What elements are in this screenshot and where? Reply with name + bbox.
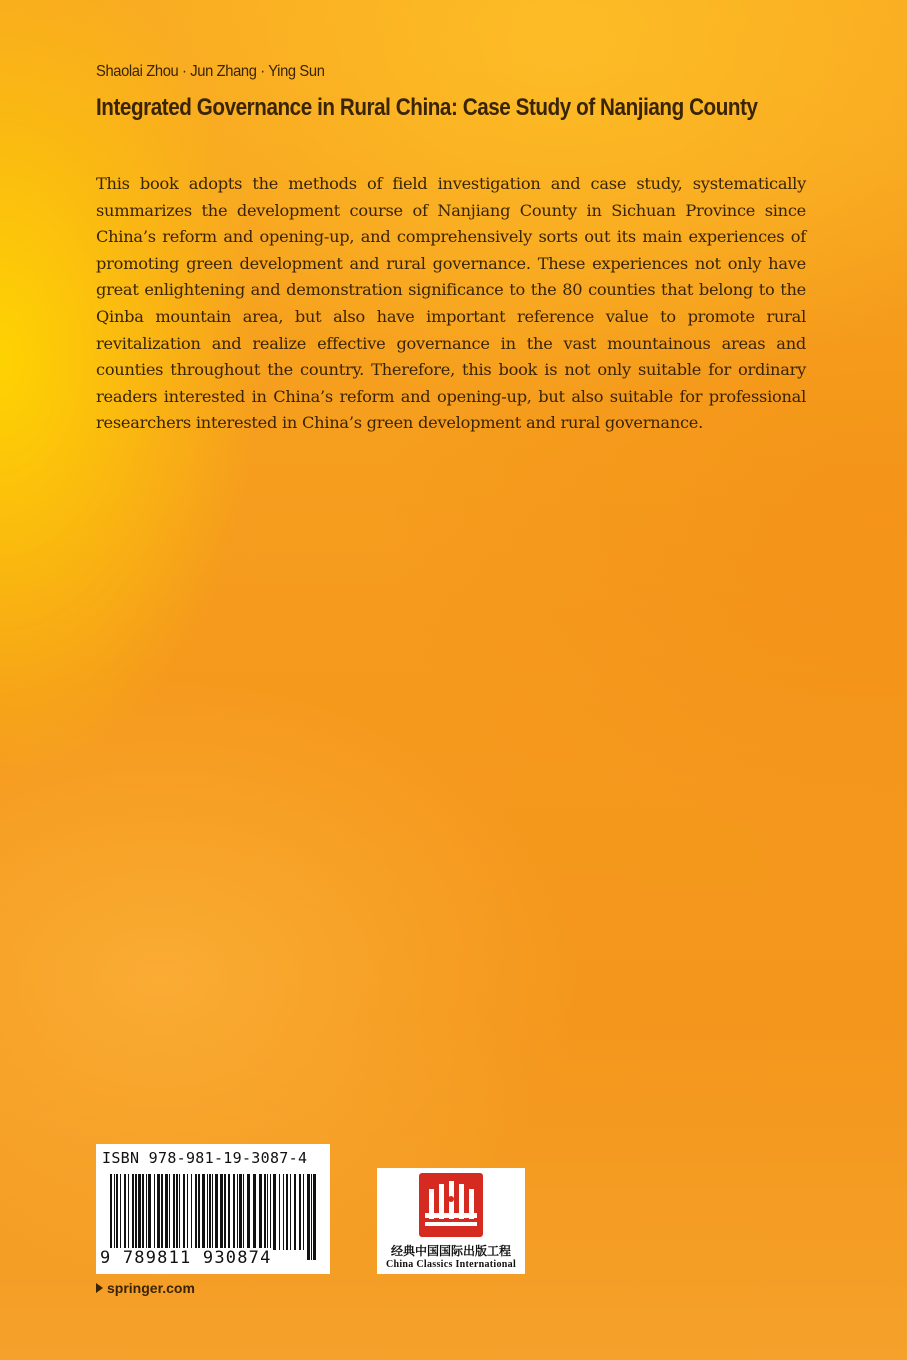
barcode-bar: [253, 1174, 256, 1250]
barcode-bar: [161, 1174, 163, 1250]
barcode-bar: [157, 1174, 160, 1250]
barcode-bar: [114, 1174, 115, 1250]
barcode-bar: [138, 1174, 141, 1250]
barcode-bar: [283, 1174, 284, 1250]
barcode-bar: [195, 1174, 197, 1250]
barcode-bar: [148, 1174, 151, 1250]
barcode-bar: [224, 1174, 226, 1250]
triangle-arrow-icon: [96, 1283, 103, 1293]
isbn-barcode: [96, 1144, 330, 1274]
barcode-bar: [202, 1174, 205, 1250]
isbn-digits: 9 789811 930874: [100, 1248, 272, 1268]
blurb-paragraph: This book adopts the methods of field investigation and case study, systematically summarizes the development course of Nanjiang County in Sichuan Province since China’s reform and opening-up, and comprehensively sorts out its main experiences of promoting green development and rural governance. These experiences not only have great enlightening and demonstration significance to the 80 counties that belong to the Qinba mountain area, but also have important reference value to promote rural revitalization and realize effective governance in the vast mountainous areas and counties throughout the country. Therefore, this book is not only suitable for ordinary readers interested in China’s reform and opening-up, but also suitable for professional researchers interested in China’s green development and rural governance.: [96, 174, 806, 433]
barcode-bar: [228, 1174, 230, 1250]
barcode-bar: [215, 1174, 218, 1250]
barcode-bar: [267, 1174, 268, 1250]
barcode-bar: [286, 1174, 288, 1250]
barcode-bar: [294, 1174, 296, 1250]
barcode-bar: [247, 1174, 250, 1250]
barcode-bar: [154, 1174, 155, 1250]
barcode-bar: [233, 1174, 235, 1250]
barcode-bar: [135, 1174, 137, 1250]
barcode-bar: [191, 1174, 192, 1250]
barcode-bar: [198, 1174, 200, 1250]
china-classics-logo: [377, 1168, 525, 1274]
barcode-bar: [270, 1174, 271, 1250]
barcode-bar: [146, 1174, 147, 1250]
barcode-bar: [116, 1174, 118, 1250]
barcode-bar: [239, 1174, 242, 1250]
barcode-bar: [132, 1174, 134, 1250]
barcode-bar: [299, 1174, 301, 1250]
barcode-bar: [183, 1174, 185, 1250]
barcode-bar: [311, 1174, 312, 1260]
isbn-label: ISBN 978-981-19-3087-4: [102, 1149, 308, 1167]
barcode-bar: [259, 1174, 262, 1250]
barcode-bar: [313, 1174, 316, 1260]
barcode-bar: [273, 1174, 276, 1250]
springer-link[interactable]: [96, 1280, 195, 1296]
barcode-bar: [176, 1174, 178, 1250]
barcode-bar: [187, 1174, 188, 1250]
barcode-bar: [128, 1174, 129, 1250]
barcode-bar: [303, 1174, 304, 1250]
logo-chinese-name: 经典中国国际出版工程: [390, 1244, 511, 1258]
barcode-bar: [237, 1174, 238, 1250]
book-title: Integrated Governance in Rural China: Case Study of Nanjiang County: [96, 94, 758, 121]
seal-icon: [419, 1173, 483, 1237]
authors: Shaolai Zhou · Jun Zhang · Ying Sun: [96, 63, 325, 80]
barcode-bar: [220, 1174, 223, 1250]
barcode-bar: [243, 1174, 244, 1250]
barcode-bar: [179, 1174, 180, 1250]
barcode-bar: [120, 1174, 121, 1250]
barcode-bar: [173, 1174, 175, 1250]
barcode-bar: [290, 1174, 291, 1250]
barcode-bar: [307, 1174, 310, 1260]
logo-english-name: China Classics International: [385, 1259, 517, 1270]
barcode-bar: [142, 1174, 144, 1250]
barcode-bar: [169, 1174, 170, 1250]
barcode-bar: [279, 1174, 280, 1250]
barcode-bar: [124, 1174, 126, 1250]
barcode-bar: [264, 1174, 266, 1250]
barcode-bar: [165, 1174, 168, 1250]
springer-link-text[interactable]: springer.com: [107, 1280, 195, 1296]
